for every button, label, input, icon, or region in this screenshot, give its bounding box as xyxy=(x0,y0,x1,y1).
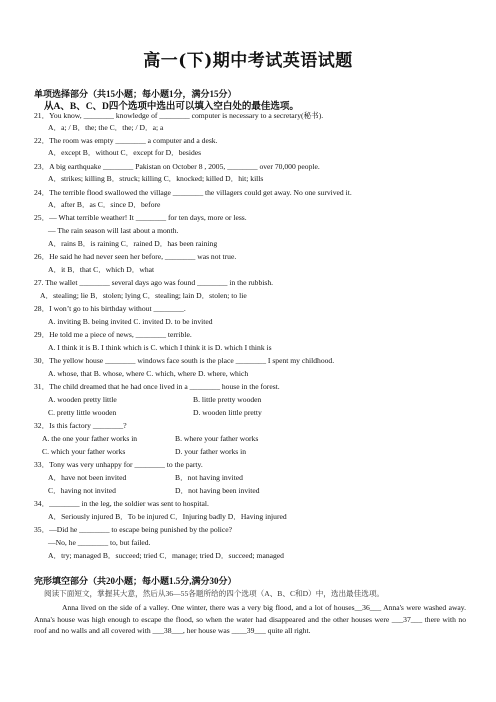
question-stem: 25．— What terrible weather! It ________ for ten days, more or less. xyxy=(34,213,247,222)
question-stem: 33．Tony was very unhappy for ________ to the party. xyxy=(34,460,203,469)
option-a: A. wooden pretty little xyxy=(48,395,117,404)
question-stem: 21．You know, ________ knowledge of ________ computer is necessary to a secretary(秘书). xyxy=(34,111,324,120)
section2-instruction: 阅读下面短文，掌握其大意，然后从36—55各题所给的四个选项（A、B、C和D）中，选出最佳选项。 xyxy=(44,589,385,598)
question-options: A．rains B．is raining C．rained D．has been raining xyxy=(48,239,218,248)
question-stem-2: —No, he ________ to, but failed. xyxy=(48,538,151,547)
option-a: A. the one your father works in xyxy=(42,434,138,443)
option-d: D. your father works in xyxy=(175,447,247,456)
question-options: A. inviting B. being invited C. invited D. to be invited xyxy=(48,317,213,326)
option-b: B. little pretty wooden xyxy=(193,395,262,404)
option-c: C. which your father works xyxy=(42,447,126,456)
question-options: A．strikes; killing B．struck; killing C．knocked; killed D．hit; kills xyxy=(48,174,264,183)
option-a: A．have not been invited xyxy=(48,473,127,482)
question-options: A．Seriously injured B．To be injured C．Injuring badly D．Having injured xyxy=(48,512,287,521)
cloze-passage xyxy=(34,602,466,637)
question-stem: 28．I won’t go to his birthday without ________. xyxy=(34,304,186,313)
section1-instruction: 从A、B、C、D四个选项中选出可以填入空白处的最佳选项。 xyxy=(44,102,299,112)
page-title: 高一(下)期中考试英语试题 xyxy=(143,51,353,71)
question-options: A．after B．as C．since D．before xyxy=(48,200,161,209)
option-c: C．having not invited xyxy=(48,486,116,495)
question-options: A．try; managed B．succeed; tried C．manage; tried D．succeed; managed xyxy=(48,551,284,560)
passage-text: Anna lived on the side of a valley. One winter, there was a very big flood, and a lot of houses__36___ Anna's were washed away. Anna's house was high enough to escape the flood, so when the water had disappeared and the other houses were ___37___ there with no roof and no walls and all covered with ___38___, her house was ____39___ quite all right. xyxy=(34,603,466,635)
question-stem: 35．—Did he ________ to escape being punished by the police? xyxy=(34,525,233,534)
question-stem: 29．He told me a piece of news, ________ terrible. xyxy=(34,330,192,339)
question-options: A．except B．without C．except for D．besides xyxy=(48,148,202,157)
question-stem-2: — The rain season will last about a month. xyxy=(48,226,179,235)
section2-heading: 完形填空部分（共20小题；每小题1.5分,满分30分） xyxy=(34,576,237,586)
question-options: A. whose, that B. whose, where C. which, where D. where, which xyxy=(48,369,249,378)
question-stem: 32．Is this factory ________? xyxy=(34,421,127,430)
question-stem: 34．________ in the leg, the soldier was sent to hospital. xyxy=(34,499,209,508)
question-stem: 26．He said he had never seen her before, ________ was not true. xyxy=(34,252,237,261)
question-stem: 24．The terrible flood swallowed the village ________ the villagers could get away. No one survived it. xyxy=(34,188,352,197)
question-options: A．it B．that C．which D．what xyxy=(48,265,155,274)
question-stem: 30．The yellow house ________ windows face south is the place ________ I spent my childhood. xyxy=(34,356,335,365)
question-stem: 22．The room was empty ________ a computer and a desk. xyxy=(34,136,218,145)
option-c: C. pretty little wooden xyxy=(48,408,117,417)
question-stem: 31．The child dreamed that he had once lived in a ________ house in the forest. xyxy=(34,382,280,391)
option-b: B. where your father works xyxy=(175,434,259,443)
question-options: A．stealing; lie B．stolen; lying C．stealing; lain D．stolen; to lie xyxy=(40,291,247,300)
option-d: D．not having been invited xyxy=(175,486,260,495)
question-stem: 27. The wallet ________ several days ago was found ________ in the rubbish. xyxy=(34,278,274,287)
question-stem: 23．A big earthquake ________ Pakistan on October 8 , 2005, ________ over 70,000 people. xyxy=(34,162,320,171)
section1-heading: 单项选择部分（共15小题；每小题1分，满分15分） xyxy=(34,89,237,99)
question-options: A. I think it is B. I think which is C. which I think it is D. which I think is xyxy=(48,343,272,352)
option-b: B．not having invited xyxy=(175,473,243,482)
option-d: D. wooden little pretty xyxy=(193,408,262,417)
question-options: A．a; / B．the; the C．the; / D．a; a xyxy=(48,123,164,132)
